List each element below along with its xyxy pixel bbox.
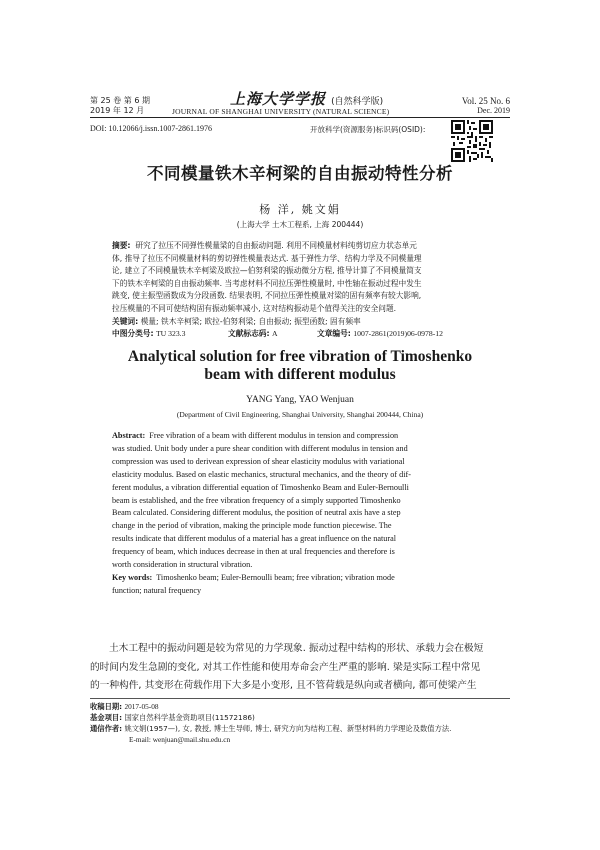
journal-logo (230, 88, 383, 109)
body-line: 的一种构件, 其变形在荷载作用下大多是小变形, 且不管荷载是纵向或者横向, 都可使梁产生 (90, 680, 477, 691)
abstract-cn-label: 摘要: (112, 241, 131, 250)
abstract-cn-line: 研究了拉压不同弹性模量梁的自由振动问题. 利用不同模量材料纯剪切应力状态单元 (135, 241, 417, 250)
keywords-en-label: Key words: (112, 572, 153, 582)
header-volume-en: Vol. 25 No. 6 (461, 96, 510, 106)
abstract-en-line: elasticity modulus. Based on elastic mechanics, structural mechanics, and the theory of dif- (112, 469, 411, 479)
abstract-en-line: frequency of beam, which induces decrease in then at ural frequencies and therefore is (112, 547, 395, 557)
received-label: 收稿日期: (90, 702, 123, 711)
corresponding-author-text: 姚文娟(1957—), 女, 教授, 博士生导师, 博士, 研究方向为结构工程、新型材料的力学理论及数值方法. (124, 724, 452, 733)
keywords-cn: 模量; 铁木辛柯梁; 欧拉-伯努利梁; 自由振动; 振型函数; 固有频率 (140, 316, 361, 326)
abstract-en-line: Beam calculated. Considering different modulus, the position of neutral axis have a step (112, 508, 401, 518)
abstract-cn-line: 论, 建立了不同模量铁木辛柯梁及欧拉—伯努利梁的振动微分方程, 推导计算了不同模量简支 (112, 266, 422, 276)
header-rule (90, 117, 510, 118)
body-line: 的时间内发生急剧的变化, 对其工作性能和使用寿命会产生严重的影响. 梁是实际工程中常见 (90, 661, 481, 673)
journal-title-cn: 上海大学学报 (230, 90, 327, 108)
body-line: 土木工程中的振动问题是较为常见的力学现象. 振动过程中结构的形状、承载力会在极短 (109, 643, 484, 654)
footnote-rule (90, 698, 510, 699)
abstract-en-line: beam is established, and the free vibration frequency of a simply supported Timoshenko (112, 495, 401, 505)
header-date-en: Dec. 2019 (477, 106, 510, 115)
keywords-cn-label: 关键词: (112, 316, 139, 326)
header-volume-cn: 第 25 卷 第 6 期 (90, 96, 150, 105)
journal-title-en: JOURNAL OF SHANGHAI UNIVERSITY (NATURAL SCIENCE) (172, 107, 390, 116)
title-cn: 不同模量铁木辛柯梁的自由振动特性分析 (147, 164, 453, 183)
abstract-cn-line: 体, 推导了拉压不同模量材料的剪切弹性模量表达式. 基于弹性力学、结构力学及不同模量理 (112, 253, 422, 263)
abstract-cn-line: 下的铁木辛柯梁的自由振动频率. 当考虑材料不同拉压弹性模量时, 中性轴在振动过程中发生 (112, 278, 422, 288)
abstract-en-line: worth consideration in structural vibration. (112, 560, 253, 570)
keywords-en-line: Timoshenko beam; Euler-Bernoulli beam; free vibration; vibration mode (156, 572, 395, 582)
title-en-line2: beam with different modulus (204, 366, 396, 383)
fund-label: 基金项目: (90, 713, 123, 722)
abstract-cn (112, 240, 488, 341)
qr-code-icon (451, 120, 493, 162)
authors-cn: 杨 洋, 姚文娟 (259, 203, 341, 216)
body-text (90, 640, 510, 696)
articleno-label: 文章编号: (317, 329, 351, 339)
fund-text: 国家自然科学基金资助项目(11572186) (124, 713, 255, 722)
doi: DOI: 10.12066/j.issn.1007-2861.1976 (90, 124, 212, 133)
received-date: 2017-05-08 (124, 702, 159, 711)
author-email: E-mail: wenjuan@mail.shu.edu.cn (129, 735, 231, 744)
affiliation-cn: (上海大学 土木工程系, 上海 200444) (236, 220, 364, 229)
abstract-en (112, 430, 490, 598)
abstract-cn-line: 拉压模量的不同可使结构固有振动频率减小, 这对结构振动是个值得关注的安全问题. (112, 303, 397, 313)
footnotes (90, 701, 510, 745)
keywords-en-line: function; natural frequency (112, 585, 202, 595)
abstract-en-line: compression was used to derivean expression of shear elasticity modulus with variational (112, 456, 405, 466)
corresponding-author-label: 通信作者: (90, 724, 123, 733)
doccode-label: 文献标志码: (228, 329, 270, 339)
abstract-en-line: was studied. Unit body under a pure shear condition with different modulus in tension and (112, 443, 408, 453)
abstract-en-line: results indicate that different modulus of a material has a great influence on the natural (112, 534, 397, 544)
articleno-value: 1007-2861(2019)06-0978-12 (353, 329, 443, 339)
clc-value: TU 323.3 (155, 329, 186, 339)
clc-label: 中图分类号: (112, 329, 154, 339)
abstract-en-line: ferent modulus, a vibration differential equation of Timoshenko Beam and Euler-Bernoulli (112, 482, 409, 492)
title-en (0, 348, 600, 384)
authors-en: YANG Yang, YAO Wenjuan (246, 395, 354, 405)
classification-row (112, 328, 488, 341)
abstract-en-label: Abstract: (112, 431, 146, 440)
abstract-cn-line: 跳变, 使主振型函数成为分段函数. 结果表明, 不同拉压弹性模量对梁的固有频率有较大影响, (112, 291, 422, 301)
osid-label: 开放科学(资源服务)标识码(OSID): (310, 125, 426, 134)
qr-code (451, 120, 493, 162)
journal-title-cn-sub: (自然科学版) (331, 97, 384, 107)
title-en-line1: Analytical solution for free vibration of Timoshenko (127, 348, 473, 365)
abstract-en-line: Free vibration of a beam with different modulus in tension and compression (149, 431, 399, 440)
affiliation-en: (Department of Civil Engineering, Shanghai University, Shanghai 200444, China) (176, 410, 424, 419)
doccode-value: A (271, 329, 278, 339)
abstract-en-line: change in the period of vibration, making the principle mode function piecewise. The (112, 521, 392, 531)
header-date-cn: 2019 年 12 月 (90, 106, 145, 115)
